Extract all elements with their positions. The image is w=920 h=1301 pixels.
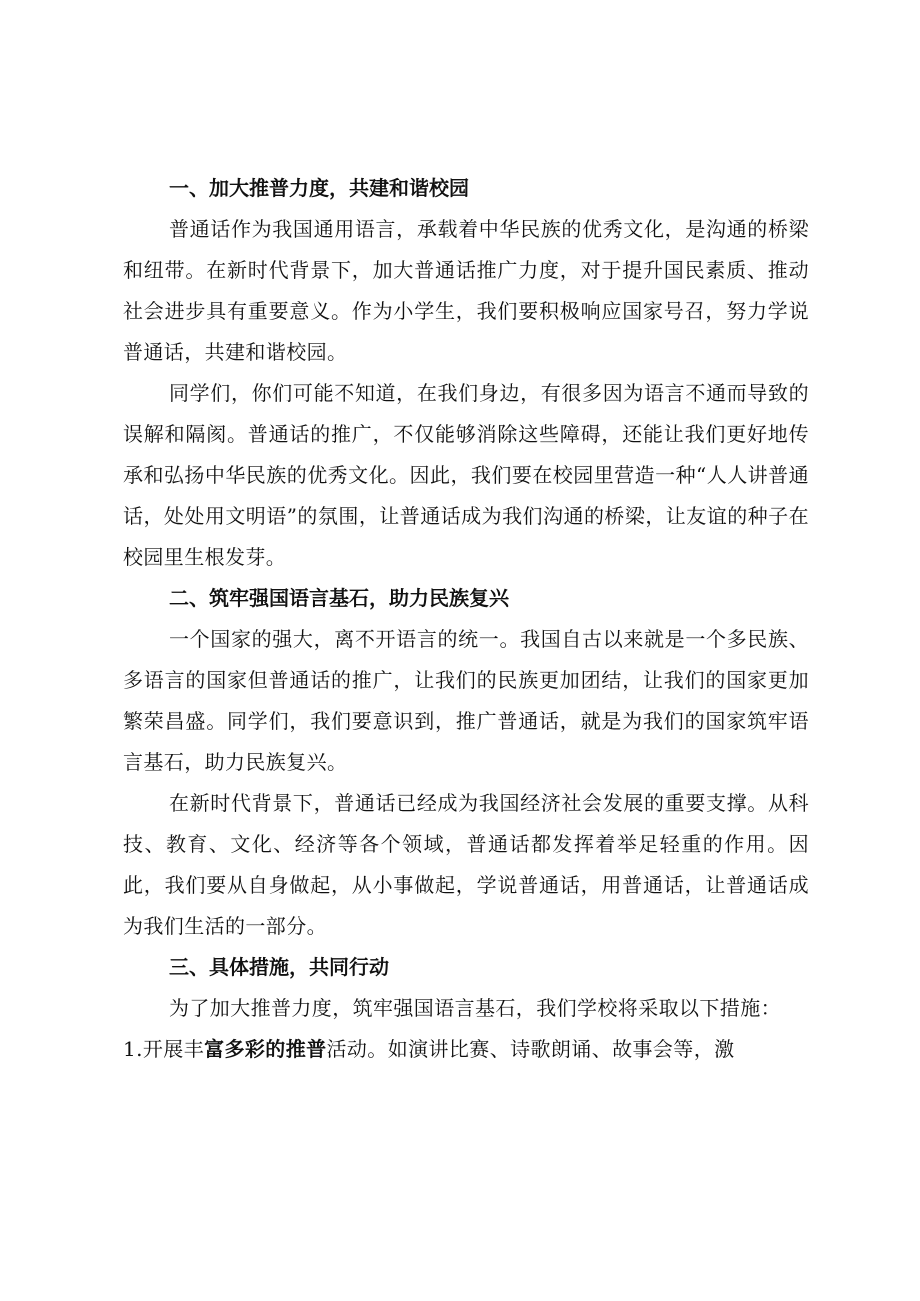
- paragraph-1-1: 普通话作为我国通用语言，承载着中华民族的优秀文化，是沟通的桥梁和纽带。在新时代背景下，加大普通话推广力度，对于提升国民素质、推动社会进步具有重要意义。作为小学生，我们要积极响应国家号召，努力学说普通话，共建和谐校园。: [123, 217, 809, 364]
- paragraph-2-2: 在新时代背景下，普通话已经成为我国经济社会发展的重要支撑。从科技、教育、文化、经济等各个领域，普通话都发挥着举足轻重的作用。因此，我们要从自身做起，从小事做起，学说普通话，用普通话，让普通话成为我们生活的一部分。: [123, 791, 809, 938]
- list-item-rest: 活动。如演讲比赛、诗歌朗诵、故事会等，激: [326, 1037, 735, 1061]
- paragraph-2-1: 一个国家的强大，离不开语言的统一。我国自古以来就是一个多民族、多语言的国家但普通话的推广，让我们的民族更加团结，让我们的国家更加繁荣昌盛。同学们，我们要意识到，推广普通话，就是为我们的国家筑牢语言基石，助力民族复兴。: [123, 627, 809, 774]
- list-item: [123, 1029, 809, 1070]
- section-heading-2: 二、筑牢强国语言基石，助力民族复兴: [169, 586, 509, 610]
- list-item-lead: 开展丰: [142, 1037, 205, 1061]
- section-heading-1: 一、加大推普力度，共建和谐校园: [169, 176, 469, 200]
- document-body: [123, 168, 809, 1070]
- list-item-number: 1.: [123, 1037, 143, 1061]
- section-heading-3: 三、具体措施，共同行动: [169, 955, 389, 979]
- paragraph-3-1: 为了加大推普力度，筑牢强国语言基石，我们学校将采取以下措施：: [169, 996, 781, 1020]
- list-item-bold-text: 富多彩的推普: [204, 1037, 327, 1061]
- paragraph-1-2: 同学们，你们可能不知道，在我们身边，有很多因为语言不通而导致的误解和隔阂。普通话的推广，不仅能够消除这些障碍，还能让我们更好地传承和弘扬中华民族的优秀文化。因此，我们要在校园里营造一种“人人讲普通话，处处用文明语”的氛围，让普通话成为我们沟通的桥梁，让友谊的种子在校园里生根发芽。: [123, 381, 809, 569]
